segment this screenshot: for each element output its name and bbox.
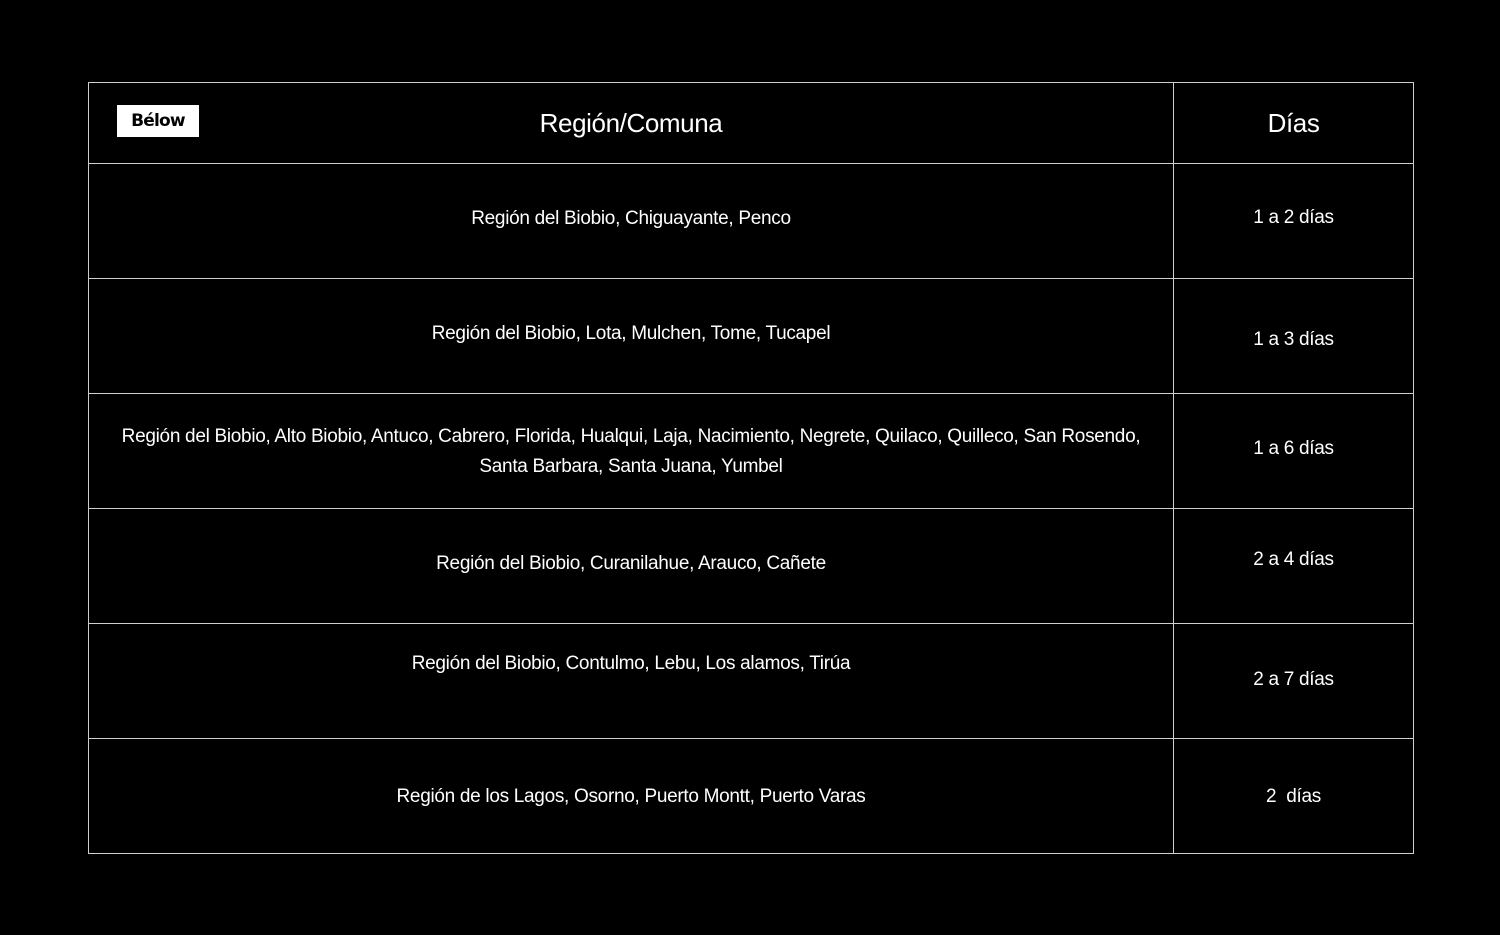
days-text: 1 a 6 días xyxy=(1253,438,1334,459)
days-text: 1 a 3 días xyxy=(1253,329,1334,350)
region-cell xyxy=(89,279,1174,393)
days-text: 1 a 2 días xyxy=(1253,207,1334,228)
below-logo: Bélow xyxy=(117,105,199,137)
days-cell xyxy=(1174,394,1413,508)
region-cell xyxy=(89,164,1174,278)
table-row xyxy=(89,393,1413,508)
header-region-label: Región/Comuna xyxy=(539,108,723,138)
region-text: Región del Biobio, Alto Biobio, Antuco, Cabrero, Florida, Hualqui, Laja, Nacimiento, Negrete, Quilaco, Quilleco, San Rosendo, Santa Barbara, Santa Juana, Yumbel xyxy=(121,426,1141,477)
header-days-label: Días xyxy=(1267,108,1320,138)
shipping-times-table xyxy=(88,82,1414,854)
days-cell xyxy=(1174,624,1413,738)
region-text: Región del Biobio, Contulmo, Lebu, Los alamos, Tirúa xyxy=(411,653,851,674)
days-text: 2 días xyxy=(1266,786,1321,807)
table-header-row xyxy=(89,83,1413,163)
region-cell xyxy=(89,739,1174,853)
region-cell xyxy=(89,509,1174,623)
region-text: Región del Biobio, Chiguayante, Penco xyxy=(471,208,791,229)
table-row xyxy=(89,738,1413,853)
region-text: Región de los Lagos, Osorno, Puerto Montt, Puerto Varas xyxy=(396,786,866,807)
days-cell xyxy=(1174,739,1413,853)
table-row xyxy=(89,508,1413,623)
header-region-cell xyxy=(89,83,1174,163)
days-cell xyxy=(1174,279,1413,393)
region-text: Región del Biobio, Lota, Mulchen, Tome, Tucapel xyxy=(431,323,831,344)
table-row xyxy=(89,163,1413,278)
header-days-cell xyxy=(1174,83,1413,163)
days-text: 2 a 7 días xyxy=(1253,669,1334,690)
days-cell xyxy=(1174,509,1413,623)
region-cell xyxy=(89,624,1174,738)
region-text: Región del Biobio, Curanilahue, Arauco, Cañete xyxy=(436,553,826,574)
region-cell xyxy=(89,394,1174,508)
days-cell xyxy=(1174,164,1413,278)
table-row xyxy=(89,278,1413,393)
table-row xyxy=(89,623,1413,738)
days-text: 2 a 4 días xyxy=(1253,549,1334,570)
